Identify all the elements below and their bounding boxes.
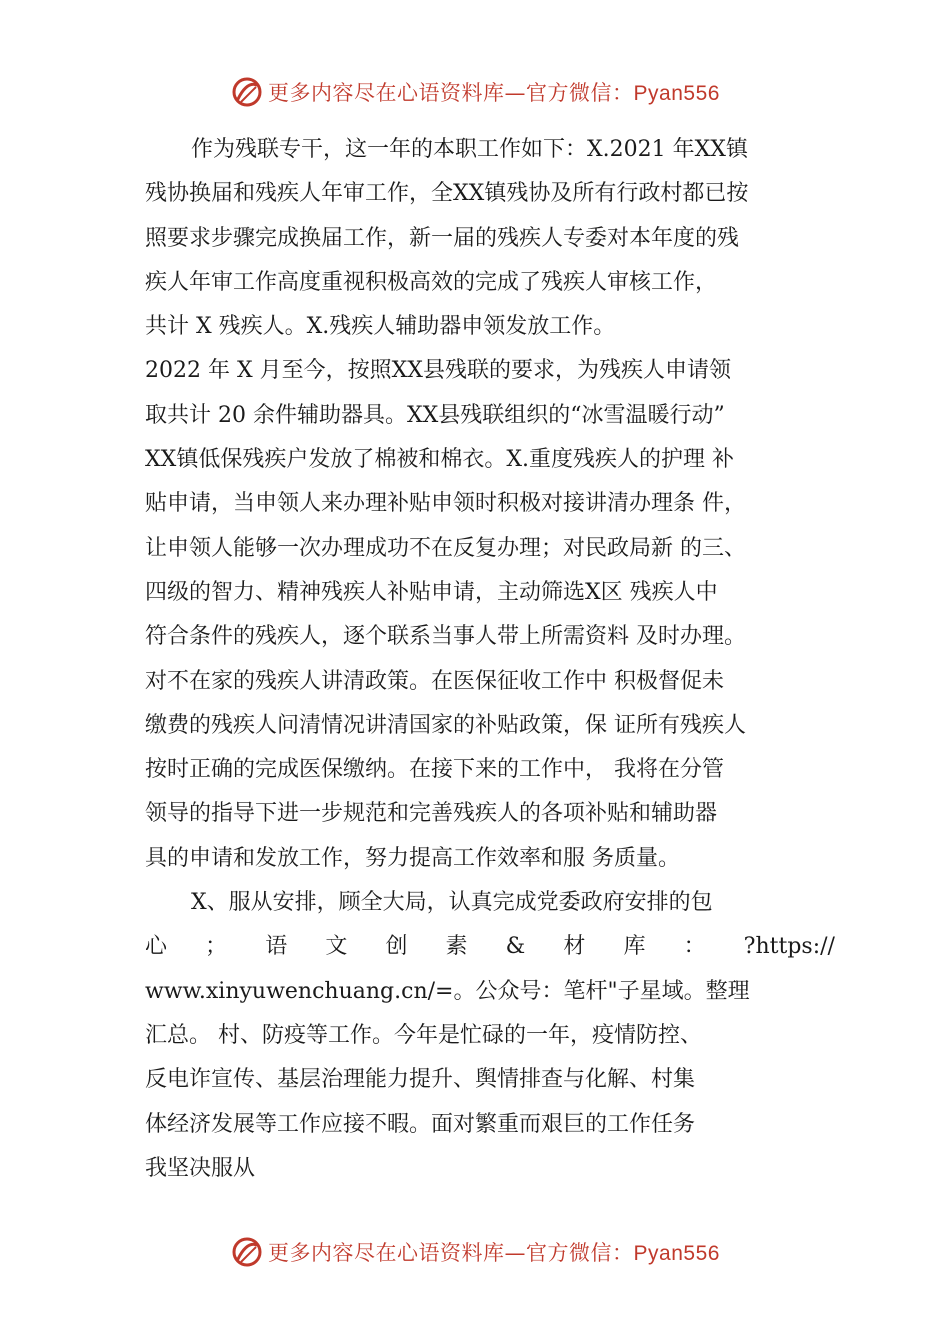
paragraph-line: 四级的智力、精神残疾人补贴申请，主动筛选X区 残疾人中 bbox=[145, 579, 718, 605]
brand-logo-icon bbox=[230, 1235, 264, 1269]
spread-char: ?https:// bbox=[743, 934, 835, 960]
spread-char: 创 bbox=[385, 934, 408, 960]
spread-line bbox=[145, 925, 835, 969]
paragraph-line: 照要求步骤完成换届工作，新一届的残疾人专委对本年度的残 bbox=[145, 225, 740, 251]
paragraph-line: 共计 X 残疾人。X.残疾人辅助器申领发放工作。 bbox=[145, 314, 616, 340]
footer-banner-text: 更多内容尽在心语资料库—官方微信：Pyan556 bbox=[268, 1241, 720, 1265]
paragraph-line: 作为残联专干，这一年的本职工作如下：X.2021 年XX镇 bbox=[191, 137, 748, 162]
spread-char: ； bbox=[205, 934, 228, 960]
spread-char: & bbox=[505, 934, 526, 960]
paragraph-line: XX镇低保残疾户发放了棉被和棉衣。X.重度残疾人的护理 补 bbox=[145, 447, 734, 473]
spread-char: 材 bbox=[563, 934, 586, 960]
paragraph-line: 2022 年 X 月至今，按照XX县残联的要求，为残疾人申请领 bbox=[145, 358, 731, 384]
paragraph-line: 反电诈宣传、基层治理能力提升、舆情排查与化解、村集 bbox=[145, 1067, 696, 1093]
paragraph-line: 残协换届和残疾人年审工作，全XX镇残协及所有行政村都已按 bbox=[145, 181, 749, 207]
paragraph-line: 对不在家的残疾人讲清政策。在医保征收工作中 积极督促未 bbox=[145, 668, 724, 694]
spread-char: 素 bbox=[445, 934, 468, 960]
paragraph-line: 我坚决服从 bbox=[145, 1155, 256, 1181]
spread-char: 文 bbox=[325, 934, 348, 960]
spread-char: ： bbox=[683, 934, 706, 960]
paragraph-line: 汇总。 村、防疫等工作。今年是忙碌的一年，疫情防控、 bbox=[145, 1022, 702, 1048]
paragraph-line: 具的申请和发放工作，努力提高工作效率和服 务质量。 bbox=[145, 845, 680, 871]
paragraph-line: www.xinyuwenchuang.cn/=。公众号：笔杆"子星域。整理 bbox=[145, 978, 750, 1004]
paragraph-line: 贴申请，当申领人来办理补贴申领时积极对接讲清办理条 件， bbox=[145, 491, 746, 517]
paragraph-line: 疾人年审工作高度重视积极高效的完成了残疾人审核工作， bbox=[145, 269, 718, 295]
spread-char: 语 bbox=[265, 934, 288, 960]
paragraph-line: 体经济发展等工作应接不暇。面对繁重而艰巨的工作任务 bbox=[145, 1111, 696, 1137]
paragraph-line: 符合条件的残疾人，逐个联系当事人带上所需资料 及时办理。 bbox=[145, 624, 746, 650]
spread-char: 心 bbox=[145, 934, 168, 960]
paragraph-line: 取共计 20 余件辅助器具。XX县残联组织的“冰雪温暖行动” bbox=[145, 402, 725, 428]
paragraph-line: 缴费的残疾人问清情况讲清国家的补贴政策，保 证所有残疾人 bbox=[145, 712, 746, 738]
paragraph-line: 让申领人能够一次办理成功不在反复办理；对民政局新 的三、 bbox=[145, 535, 746, 561]
spread-char: 库 bbox=[623, 934, 646, 960]
document-body bbox=[145, 128, 835, 1191]
footer-banner bbox=[0, 1232, 950, 1272]
header-banner bbox=[0, 72, 950, 112]
brand-logo-icon bbox=[230, 75, 264, 109]
header-banner-text: 更多内容尽在心语资料库—官方微信：Pyan556 bbox=[268, 81, 720, 105]
paragraph-line: X、服从安排，顾全大局，认真完成党委政府安排的包 bbox=[191, 890, 713, 916]
paragraph-line: 领导的指导下进一步规范和完善残疾人的各项补贴和辅助器 bbox=[145, 801, 718, 827]
paragraph-line: 按时正确的完成医保缴纳。在接下来的工作中， 我将在分管 bbox=[145, 757, 724, 783]
